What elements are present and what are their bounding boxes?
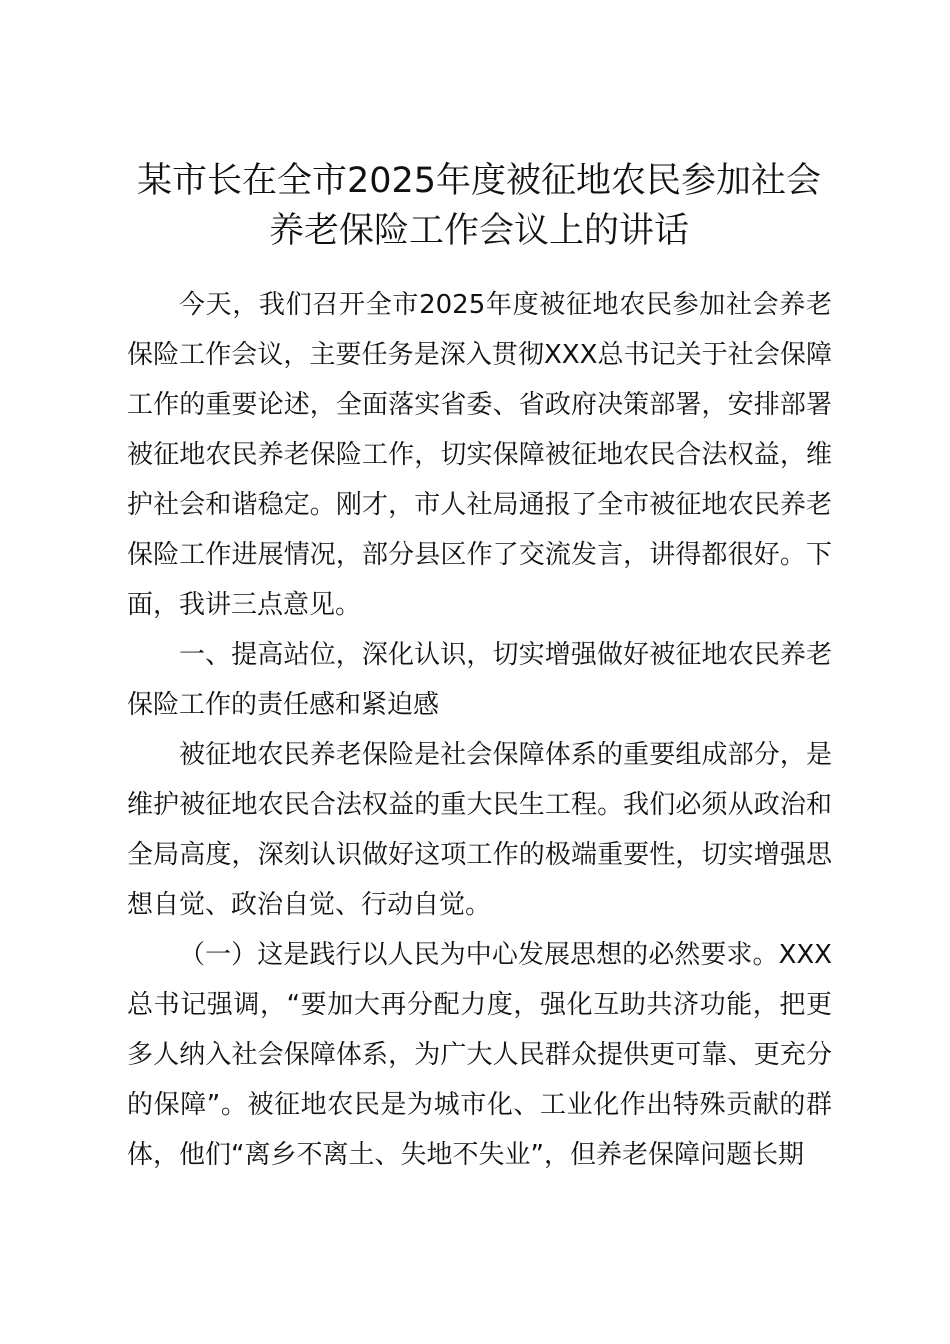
title-line-2: 养老保险工作会议上的讲话 xyxy=(268,211,689,251)
subsection-1-paragraph: （一）这是践行以人民为中心发展思想的必然要求。XXX总书记强调，“要加大再分配力度，强化互助共济功能，把更多人纳入社会保障体系，为广大人民群众提供更可靠、更充分的保障”。被征地农民是为城市化、工业化作出特殊贡献的群体，他们“离乡不离土、失地不失业”，但养老保障问题长期 xyxy=(127,940,832,1170)
section-heading-1: 一、提高站位，深化认识，切实增强做好被征地农民养老保险工作的责任感和紧迫感 xyxy=(127,640,832,720)
section-1-paragraph: 被征地农民养老保险是社会保障体系的重要组成部分，是维护被征地农民合法权益的重大民生工程。我们必须从政治和全局高度，深刻认识做好这项工作的极端重要性，切实增强思想自觉、政治自觉、行动自觉。 xyxy=(127,740,832,920)
document-title xyxy=(120,156,838,256)
title-line-1: 某市长在全市2025年度被征地农民参加社会 xyxy=(136,161,822,201)
intro-paragraph: 今天，我们召开全市2025年度被征地农民参加社会养老保险工作会议，主要任务是深入贯彻XXX总书记关于社会保障工作的重要论述，全面落实省委、省政府决策部署，安排部署被征地农民养老保险工作，切实保障被征地农民合法权益，维护社会和谐稳定。刚才，市人社局通报了全市被征地农民养老保险工作进展情况，部分县区作了交流发言，讲得都很好。下面，我讲三点意见。 xyxy=(127,290,832,620)
document-body xyxy=(127,280,832,1180)
